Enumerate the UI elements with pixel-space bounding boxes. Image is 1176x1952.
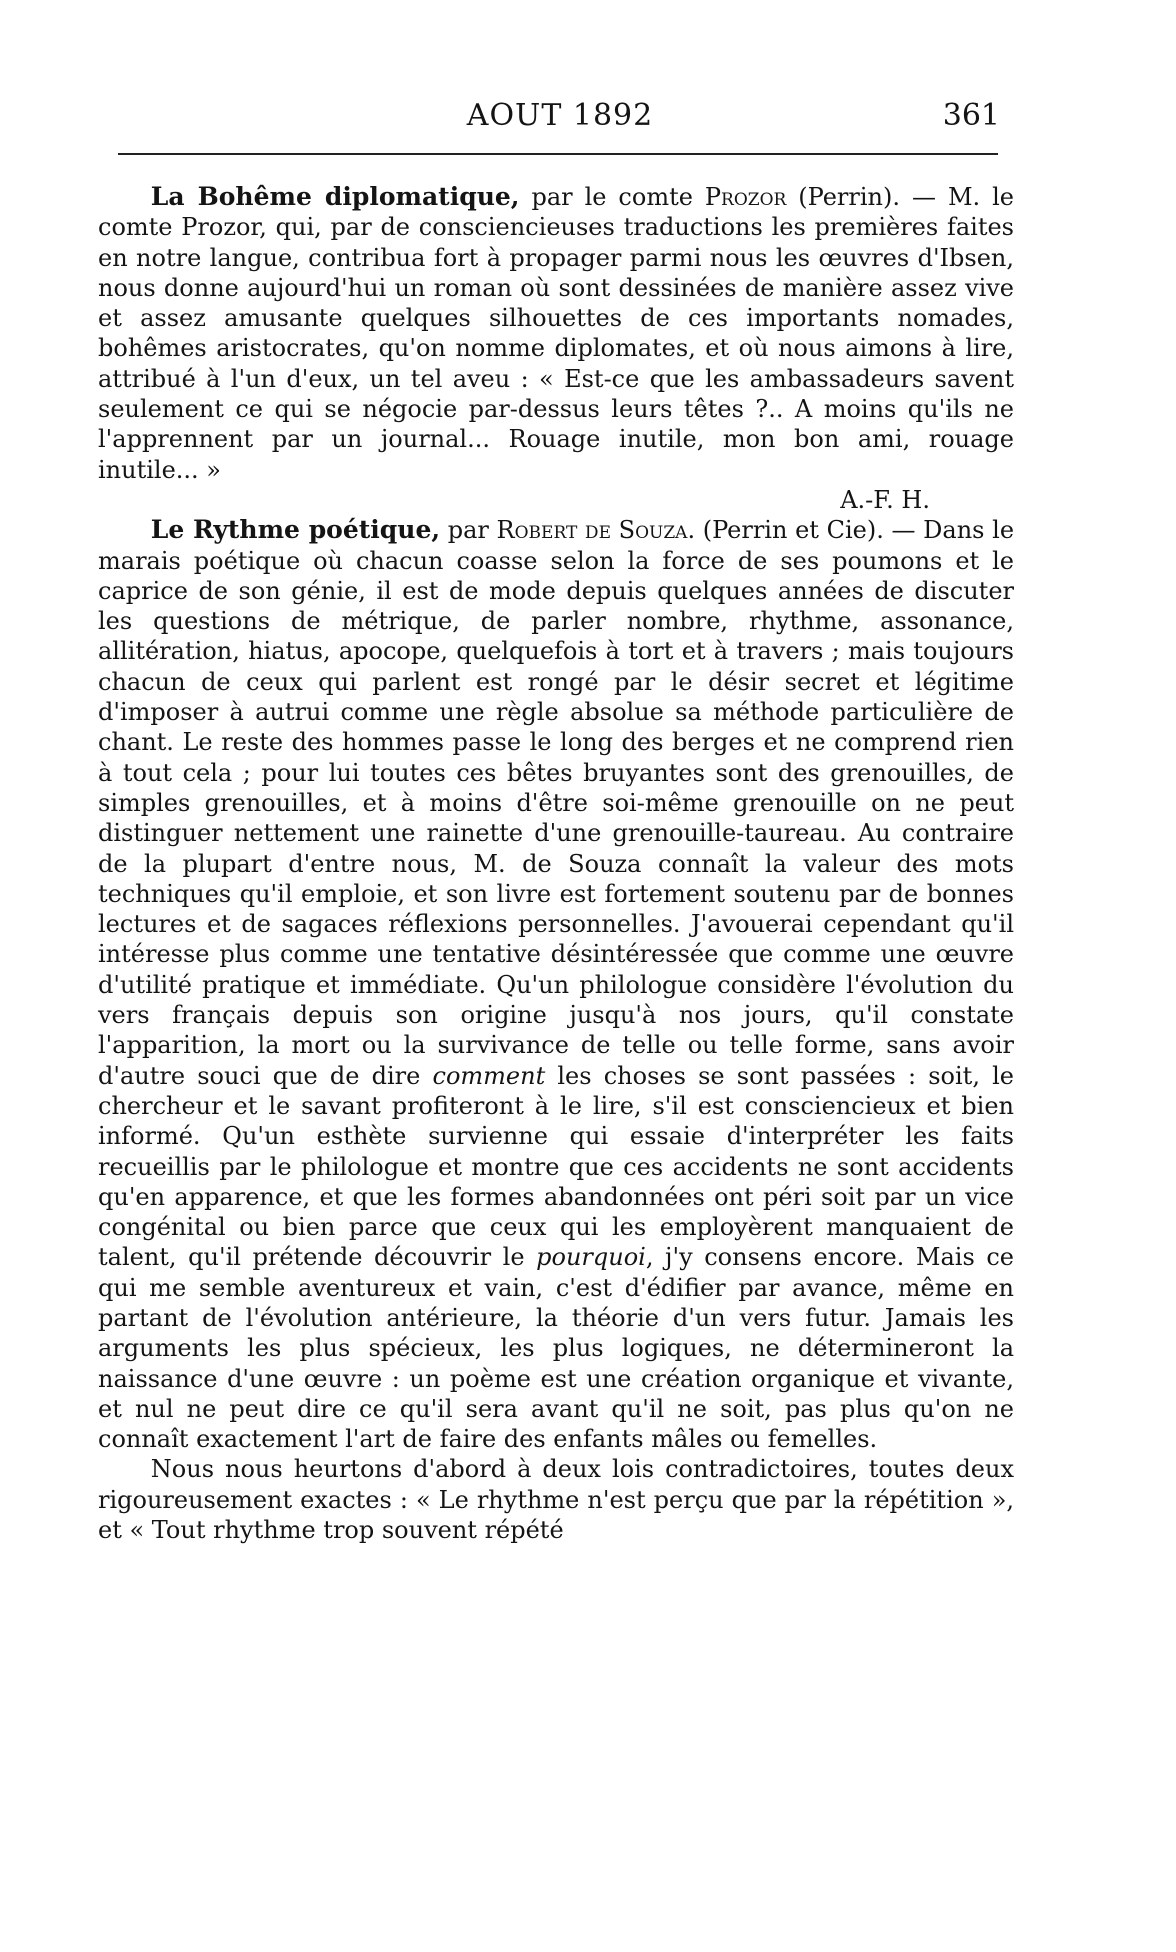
italic-word: comment [432, 1061, 546, 1090]
running-title: AOUT 1892 [466, 98, 654, 133]
review-prozor [98, 182, 1014, 485]
italic-word: pourquoi [536, 1243, 646, 1272]
review-author: Prozor [704, 183, 787, 211]
review-body-part: les choses se sont passées : soit, le chercheur et le savant profiteront à le lire, s'il est consciencieux et bien informé. Qu'un esthète survienne qui essaie d'interpréter les faits recueillis par le philologue et montre que ces accidents ne sont accidents qu'en apparence, et que les formes abandonnées ont péri soit par un vice congénital ou bien parce que ceux qui les employèrent manquaient de talent, qu'il prétende découvrir le [98, 1061, 1014, 1272]
article-body [98, 182, 1014, 1545]
review-body-part: — Dans le marais poétique où chacun coasse selon la force de ses poumons et le caprice de son génie, il est de mode depuis quelques années de discuter les questions de métrique, de parler nombre, rhythme, assonance, allitération, hiatus, apocope, quelquefois à tort et à travers ; mais toujours chacun de ceux qui parlent est rongé par le désir secret et légitime d'imposer à autrui comme une règle absolue sa méthode particulière de chant. Le reste des hommes passe le long des berges et ne comprend rien à tout cela ; pour lui toutes ces bêtes bruyantes sont des grenouilles, de simples grenouilles, et à moins d'être soi-même grenouille on ne peut distinguer nettement une rainette d'une grenouille-taureau. Au contraire de la plupart d'entre nous, M. de Souza connaît la valeur des mots techniques qu'il emploie, et son livre est fortement soutenu par de bonnes lectures et de sagaces réflexions personnelles. J'avouerai cependant qu'il intéresse plus comme une tentative désintéressée que comme une œuvre d'utilité pratique et immédiate. Qu'un philologue considère l'évolution du vers français depuis son origine jusqu'à nos jours, qu'il constate l'apparition, la mort ou la survivance de telle ou telle forme, sans avoir d'autre souci que de dire [98, 516, 1015, 1090]
header-rule [118, 153, 998, 155]
review-souza [98, 515, 1014, 1454]
review-title: Le Rythme poétique, [150, 515, 441, 545]
running-header [120, 98, 1000, 138]
review-byline: par [440, 516, 497, 545]
review-publisher: (Perrin). [786, 183, 901, 211]
review-publisher: . (Perrin et Cie). [687, 516, 884, 545]
review-body: — M. le comte Prozor, qui, par de consciencieuses traductions les premières faites en notre langue, contribua fort à propager parmi nous les œuvres d'Ibsen, nous donne aujourd'hui un roman où sont dessinées de manière assez vive et assez amusante quelques silhouettes de ces importants nomades, bohêmes aristocrates, qu'on nomme diplomates, et où nous aimons à lire, attribué à l'un d'eux, un tel aveu : « Est-ce que les ambassadeurs savent seulement ce qui se négocie par-dessus leurs têtes ?.. A moins qu'ils ne l'apprennent par un journal... Rouage inutile, mon bon ami, rouage inutile... » [98, 183, 1014, 484]
review-souza-paragraph-2: Nous nous heurtons d'abord à deux lois contradictoires, toutes deux rigoureusement exactes : « Le rhythme n'est perçu que par la répétition », et « Tout rhythme trop souvent répété [98, 1455, 1014, 1545]
review-byline: par le comte [519, 183, 705, 211]
review-body-part: , j'y consens encore. Mais ce qui me semble aventureux et vain, c'est d'édifier par avance, même en partant de l'évolution antérieure, la théorie d'un vers futur. Jamais les arguments les plus spécieux, les plus logiques, ne détermineront la naissance d'une œuvre : un poème est une création organique et vivante, et nul ne peut dire ce qu'il sera avant qu'il ne soit, pas plus qu'on ne connaît exactement l'art de faire des enfants mâles ou femelles. [98, 1243, 1014, 1454]
page-number: 361 [942, 98, 1000, 133]
review-title: La Bohême diplomatique, [150, 182, 520, 211]
review-author: Robert de Souza [496, 516, 688, 545]
review-signature: A.-F. H. [840, 485, 930, 514]
